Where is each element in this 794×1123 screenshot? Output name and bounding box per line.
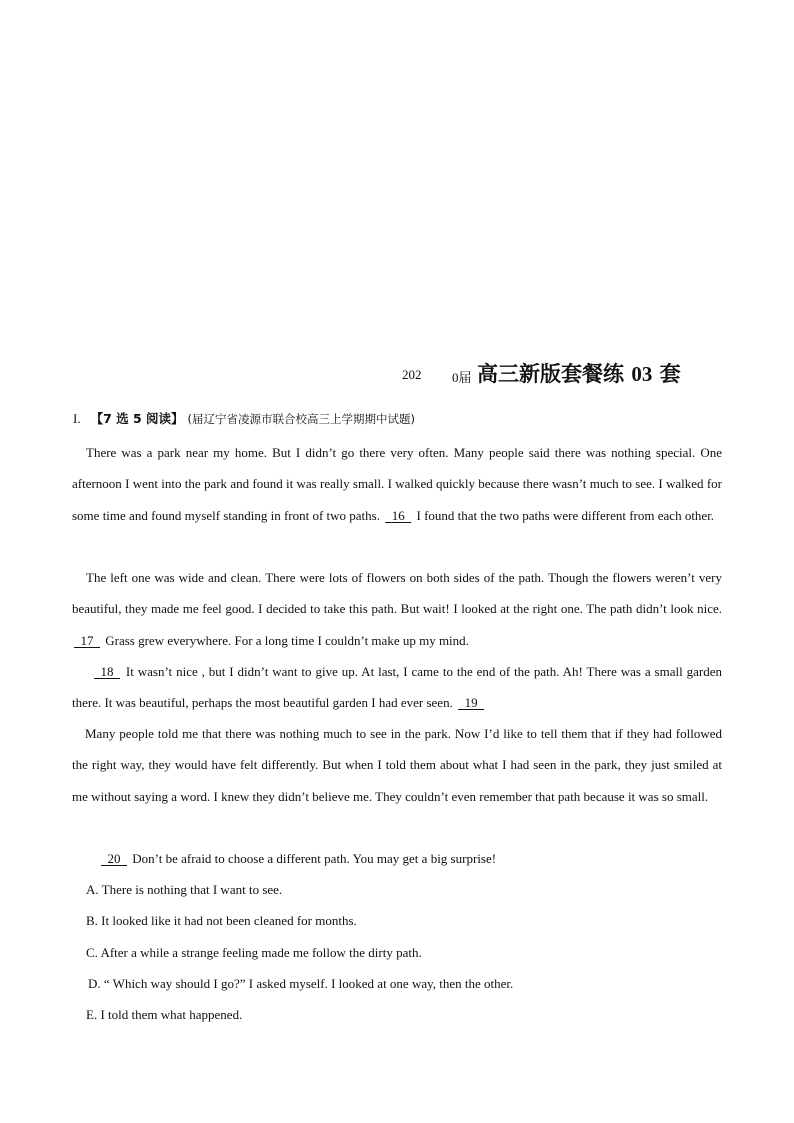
blank-18 [92, 656, 122, 687]
option-c: C. After a while a strange feeling made me follow the dirty path. [86, 944, 422, 960]
option-d: D. “ Which way should I go?” I asked myself. I looked at one way, then the other. [88, 975, 514, 991]
blank-20-number: 20 [107, 851, 121, 866]
title-year-part1: 202 [402, 367, 422, 382]
passage-paragraph-2 [72, 562, 722, 656]
passage-paragraph-3 [72, 656, 722, 719]
option-b: B. It looked like it had not been cleaned for months. [86, 913, 357, 929]
section-source: (届辽宁省凌源市联合校高三上学期期中试题) [187, 412, 415, 426]
title-main [477, 358, 681, 388]
blank-19-number: 19 [464, 695, 478, 711]
p3-text-a: It wasn’t nice , but I didn’t want to give up. At last, I came to the end of the path. Ah! There was a small garden there. It was beautiful, perhaps the most beautiful garden I had ever seen. [72, 664, 722, 711]
blank-19 [456, 687, 486, 718]
answer-options [86, 874, 513, 1030]
passage-paragraph-4: Many people told me that there was nothing much to see in the park. Now I’d like to tell them that if they had followed the right way, they would have felt differently. But when I told them about what I had seen in the park, they just smiled at me without saying a word. I knew they didn’t believe me. They couldn’t even remember that path because it was so small. [72, 726, 722, 804]
title-main-number: 03 [631, 362, 653, 386]
passage-paragraph-5 [72, 843, 722, 874]
section-label: 【7 选 5 阅读】 [90, 411, 184, 426]
option-a: A. There is nothing that I want to see. [86, 882, 283, 897]
section-heading [73, 409, 415, 427]
p2-text-a: The left one was wide and clean. There were lots of flowers on both sides of the path. Though the flowers weren’t very beautiful, they made me feel good. I decided to take this path. But wait! I looked at the right one. The path didn’t look nice. [72, 570, 722, 617]
blank-17-number: 17 [80, 632, 94, 648]
title-main-suffix: 套 [652, 362, 681, 386]
blank-16-number: 16 [391, 507, 405, 523]
p5-text: Don’t be afraid to choose a different path. You may get a big surprise! [129, 851, 497, 866]
section-number: I. [73, 411, 81, 426]
blank-20 [99, 843, 129, 874]
p2-text-b: Grass grew everywhere. For a long time I couldn’t make up my mind. [102, 632, 469, 648]
blank-18-number: 18 [100, 664, 114, 679]
title-main-text: 高三新版套餐练 [477, 362, 632, 386]
p1-text-a: There was a park near my home. But I didn’t go there very often. Many people said there was nothing special. One afternoon I went into the park and found it was really small. I walked quickly because there wasn’t much to see. I walked for some time and found myself standing in front of two paths. [72, 445, 722, 523]
blank-16 [383, 500, 413, 531]
document-title [0, 356, 794, 390]
option-e: E. I told them what happened. [86, 1007, 243, 1023]
blank-17 [72, 625, 102, 656]
p1-text-b: I found that the two paths were different from each other. [413, 507, 715, 523]
passage-paragraph-1 [72, 437, 722, 531]
title-year-part2: 0届 [452, 370, 472, 385]
